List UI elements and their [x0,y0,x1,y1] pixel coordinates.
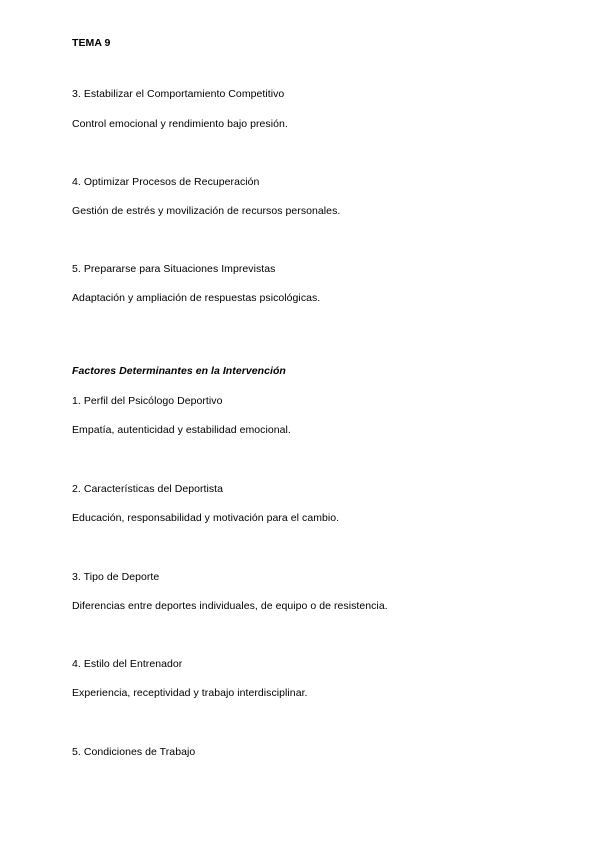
document-title: TEMA 9 [72,37,111,49]
factor-description: Diferencias entre deportes individuales, de equipo o de resistencia. [72,600,388,612]
objective-description: Control emocional y rendimiento bajo presión. [72,118,288,130]
objective-description: Adaptación y ampliación de respuestas psicológicas. [72,292,321,304]
factor-heading: 4. Estilo del Entrenador [72,658,183,670]
objective-heading: 5. Prepararse para Situaciones Imprevistas [72,263,276,275]
factors-section-heading: Factores Determinantes en la Intervención [72,365,286,377]
objective-heading: 4. Optimizar Procesos de Recuperación [72,176,260,188]
factor-heading: 2. Características del Deportista [72,483,224,495]
factor-description: Educación, responsabilidad y motivación para el cambio. [72,512,340,524]
factor-description: Empatía, autenticidad y estabilidad emocional. [72,424,291,436]
factor-heading: 1. Perfil del Psicólogo Deportivo [72,395,223,407]
factor-description: Experiencia, receptividad y trabajo interdisciplinar. [72,687,308,699]
factor-heading: 5. Condiciones de Trabajo [72,746,196,758]
objective-heading: 3. Estabilizar el Comportamiento Competitivo [72,88,285,100]
factor-heading: 3. Tipo de Deporte [72,571,160,583]
objective-description: Gestión de estrés y movilización de recursos personales. [72,205,341,217]
